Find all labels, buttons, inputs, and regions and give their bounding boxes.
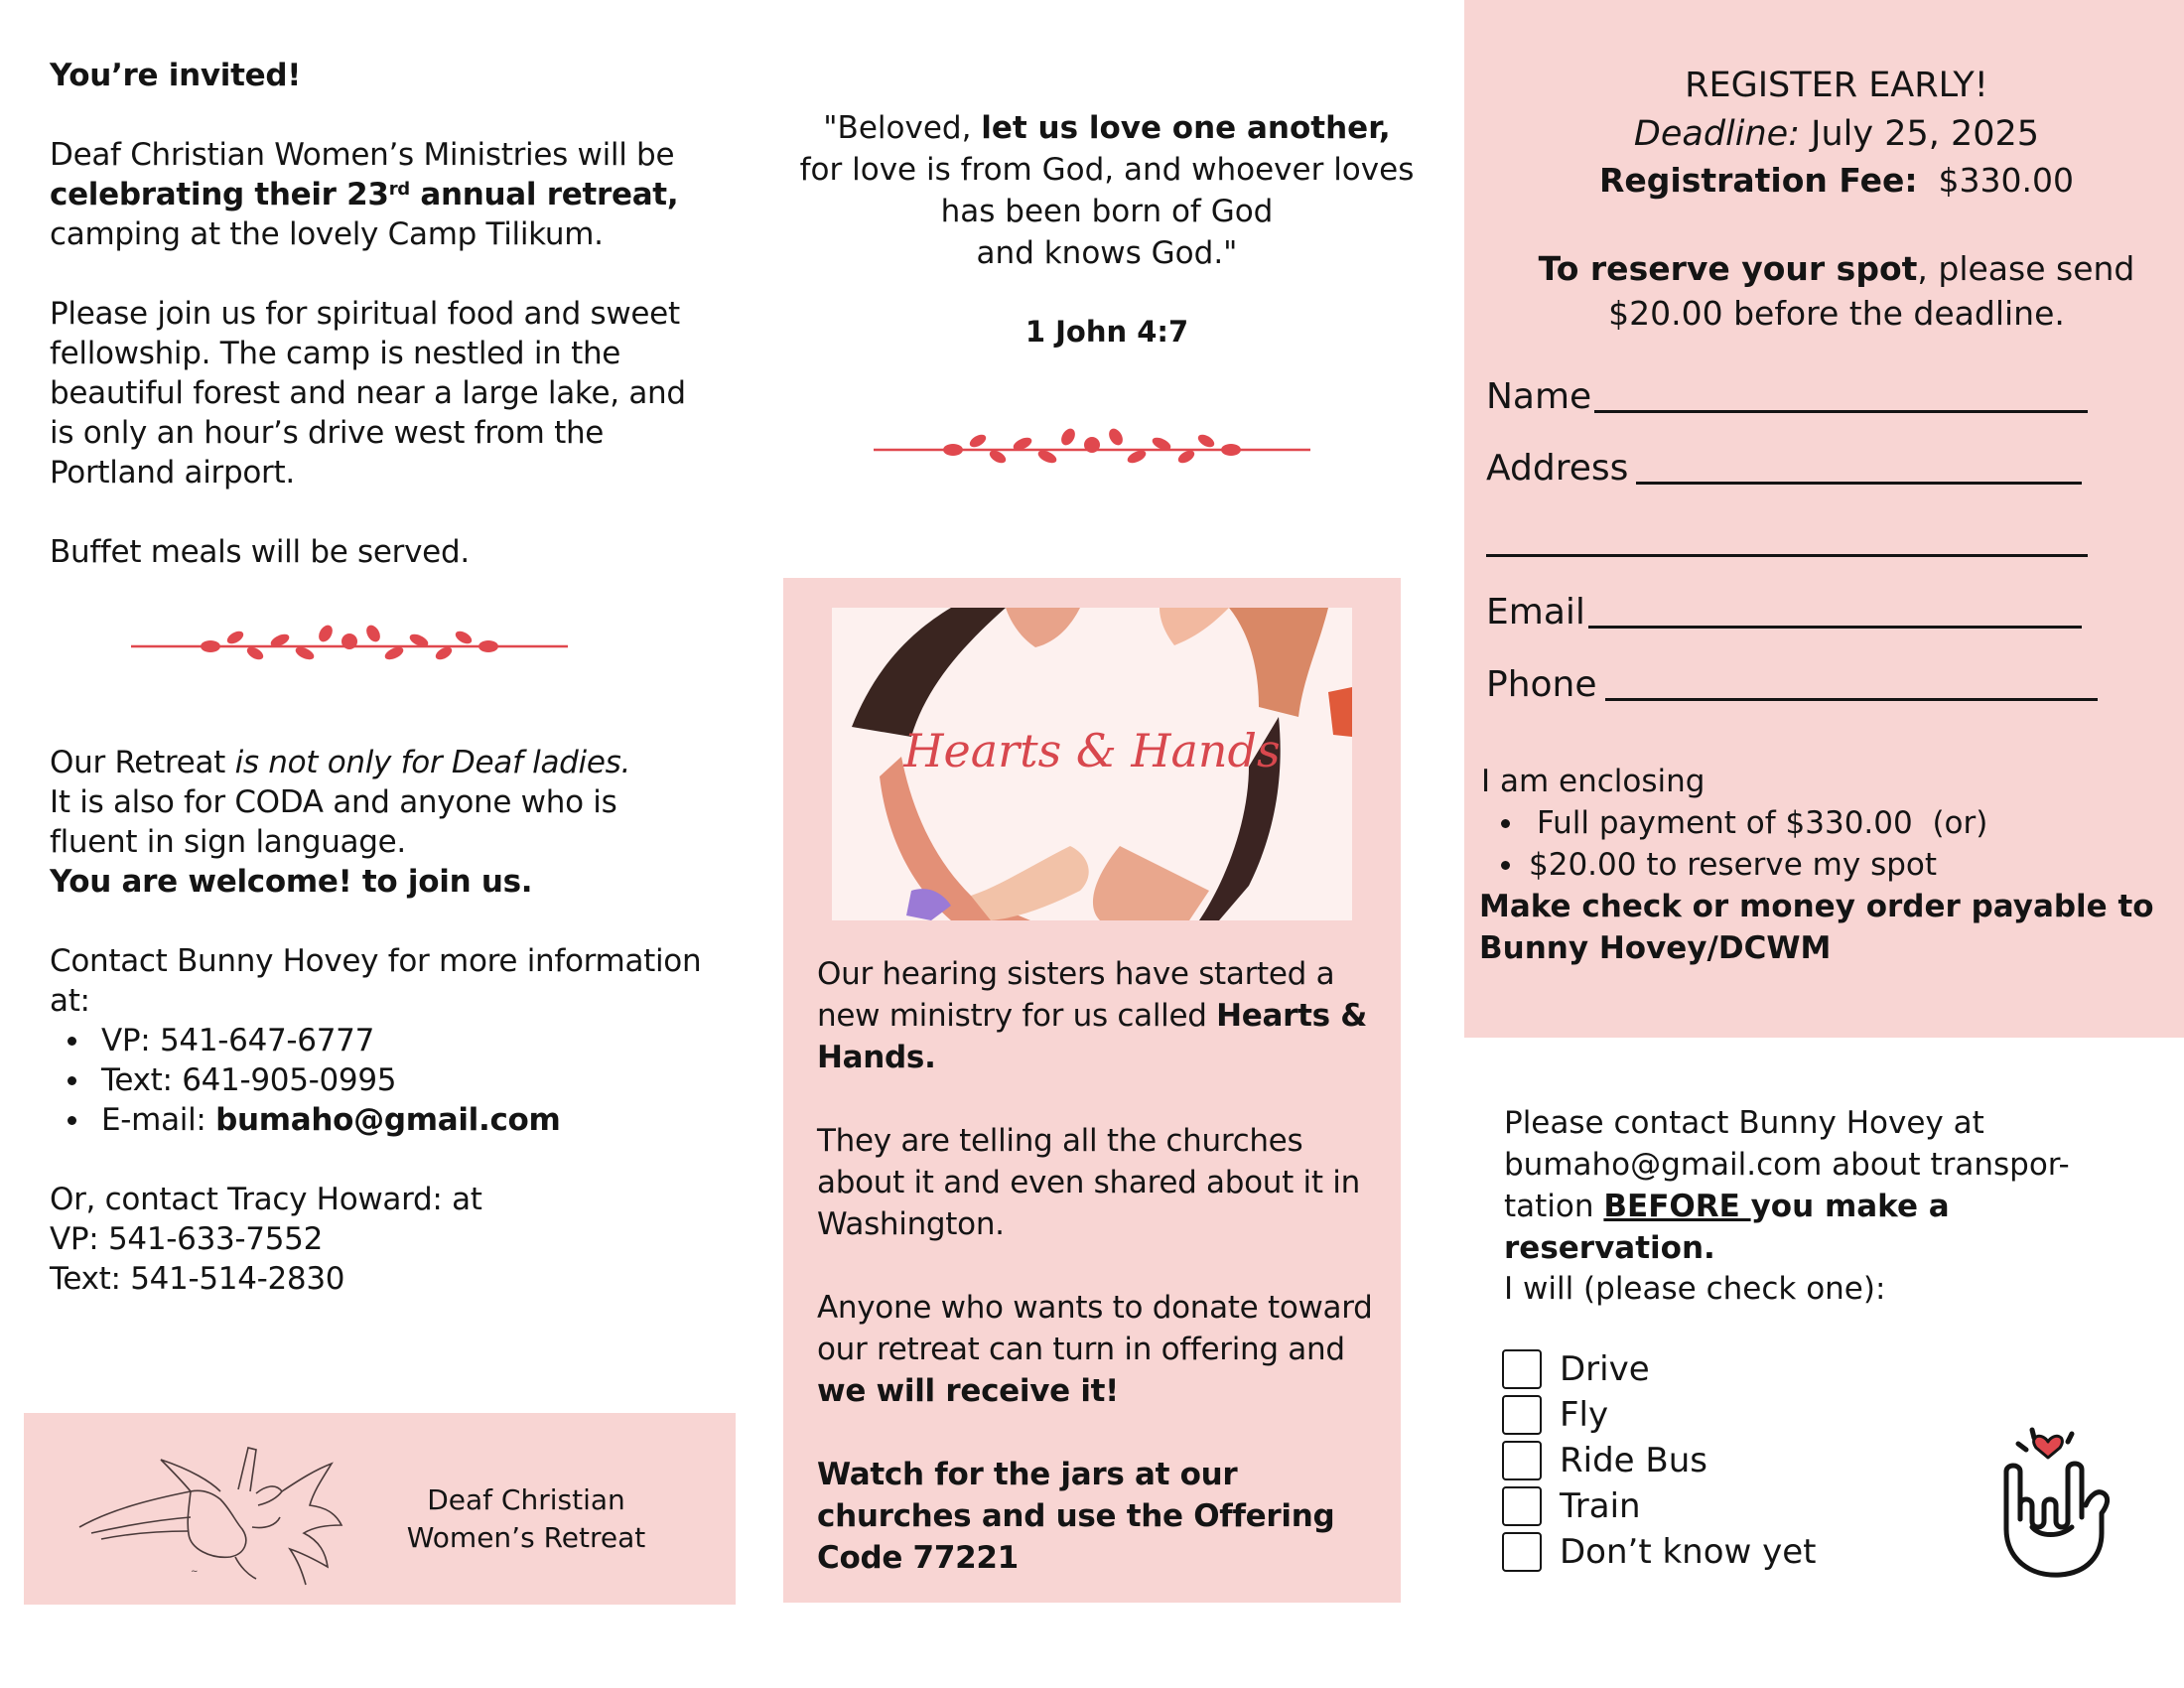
option-reserve	[1481, 844, 2176, 886]
verse-open: "Beloved,	[823, 110, 982, 146]
contact-email-label: E-mail:	[101, 1102, 216, 1138]
hh-para-3-pre: Anyone who wants to donate toward our retreat can turn in offering and	[817, 1290, 1373, 1367]
check-label-fly: Fly	[1560, 1395, 1609, 1435]
check-row-train[interactable]	[1502, 1483, 1817, 1529]
alt-contact-line-3: Text: 541-514-2830	[50, 1261, 345, 1297]
fee-value: $330.00	[1917, 161, 2075, 200]
payable-note: Make check or money order payable to Bunny Hovey/DCWM	[1479, 889, 2154, 966]
deadline-label: Deadline:	[1633, 114, 1801, 154]
footer-title-line-2: Women’s Retreat	[406, 1521, 646, 1554]
phone-field[interactable]	[1605, 698, 2098, 701]
check-row-bus[interactable]	[1502, 1438, 1817, 1483]
address-label: Address	[1486, 448, 1629, 489]
transport-checklist	[1502, 1346, 1817, 1575]
meals-note: Buffet meals will be served.	[50, 534, 470, 570]
dove-hand-drawing	[71, 1430, 359, 1594]
contact-list	[50, 1021, 705, 1140]
check-row-drive[interactable]	[1502, 1346, 1817, 1392]
reserve-rest: , please send	[1917, 249, 2135, 288]
reserve-note	[1464, 246, 2184, 336]
verse-line-2: for love is from God, and whoever loves	[799, 152, 1415, 188]
intro-bold-post: annual retreat,	[409, 177, 679, 212]
contact-vp-label: VP: 541-647-6777	[101, 1023, 375, 1058]
checkbox-bus[interactable]	[1502, 1441, 1542, 1480]
contact-vp	[50, 1021, 705, 1060]
camp-description: Please join us for spiritual food and sweet fellowship. The camp is nestled in the beautiful forest and near a large lake, and is only an hour’s drive west from the Portland airport.	[50, 296, 686, 491]
footer-title	[367, 1481, 685, 1557]
contact-email-value[interactable]: bumaho@gmail.com	[215, 1102, 561, 1138]
transport-bold: you make a reservation.	[1504, 1189, 1950, 1266]
hh-para-1-bold: Hearts & Hands.	[817, 998, 1368, 1075]
check-row-unknown[interactable]	[1502, 1529, 1817, 1575]
intro-line-2: camping at the lovely Camp Tilikum.	[50, 216, 604, 252]
check-label-train: Train	[1560, 1486, 1641, 1526]
divider-ornament	[50, 604, 705, 723]
footer-title-line-1: Deaf Christian	[427, 1483, 625, 1516]
enclosing-label: I am enclosing	[1481, 764, 1706, 799]
register-early: REGISTER EARLY!	[1685, 66, 1988, 105]
audience-welcome: You are welcome! to join us.	[50, 864, 533, 900]
audience-italic: is not only for Deaf ladies.	[234, 745, 631, 780]
intro-bold-pre: celebrating their 23	[50, 177, 389, 212]
email-field[interactable]	[1588, 626, 2082, 629]
check-label-drive: Drive	[1560, 1349, 1650, 1389]
divider-ornament-2	[874, 415, 1310, 485]
hh-para-2: They are telling all the churches about it and even shared about it in Washington.	[817, 1123, 1360, 1242]
verse-line-4: and knows God."	[976, 235, 1238, 271]
fee-label: Registration Fee:	[1598, 161, 1918, 200]
option-reserve-label: $20.00 to reserve my spot	[1529, 847, 1938, 883]
registration-headline	[1464, 62, 2184, 159]
contact-text-label: Text: 641-905-0995	[101, 1062, 397, 1098]
contact-text	[50, 1060, 705, 1100]
enclosing-section	[1481, 761, 2176, 969]
address-field-line-2[interactable]	[1486, 554, 2088, 557]
hh-para-3-bold: we will receive it!	[817, 1373, 1120, 1409]
transport-text: Please contact Bunny Hovey at bumaho@gmail.com about transpor-tation	[1504, 1105, 2070, 1224]
reserve-bold: To reserve your spot	[1538, 249, 1918, 288]
hh-para-4: Watch for the jars at our churches and use the Offering Code 77221	[817, 1457, 1335, 1576]
hearts-hands-image	[832, 608, 1352, 920]
checkbox-drive[interactable]	[1502, 1349, 1542, 1389]
contact-intro: Contact Bunny Hovey for more information at:	[50, 943, 702, 1019]
alt-contact-line-1: Or, contact Tracy Howard: at	[50, 1182, 482, 1217]
intro-sup: rd	[388, 179, 410, 200]
verse-line-3: has been born of God	[940, 194, 1274, 229]
audience-line-2: It is also for CODA and anyone who is fluent in sign language.	[50, 784, 617, 860]
enclosing-options	[1481, 802, 2176, 886]
invite-intro	[50, 135, 705, 254]
hh-para-1-pre: Our hearing sisters have started a new ministry for us called	[817, 956, 1335, 1034]
address-field[interactable]	[1636, 482, 2082, 485]
alt-contact-line-2: VP: 541-633-7552	[50, 1221, 324, 1257]
verse-reference: 1 John 4:7	[1024, 315, 1189, 349]
email-label: Email	[1486, 592, 1585, 633]
audience-pre: Our Retreat	[50, 745, 235, 780]
deadline-value: July 25, 2025	[1800, 114, 2040, 154]
hh-para-3	[817, 1287, 1383, 1412]
scripture-verse	[794, 107, 1420, 274]
svg-text:~: ~	[191, 1567, 199, 1577]
checkbox-fly[interactable]	[1502, 1395, 1542, 1435]
registration-fee	[1464, 159, 2184, 203]
reserve-line-2: $20.00 before the deadline.	[1608, 294, 2065, 333]
intro-line-1: Deaf Christian Women’s Ministries will be	[50, 137, 675, 173]
intro-bold	[50, 177, 678, 212]
alt-contact	[50, 1180, 705, 1299]
name-label: Name	[1486, 376, 1592, 417]
option-full-payment	[1481, 802, 2176, 844]
check-label-unknown: Don’t know yet	[1560, 1532, 1817, 1572]
check-label-bus: Ride Bus	[1560, 1441, 1707, 1480]
checkbox-train[interactable]	[1502, 1486, 1542, 1526]
option-full-payment-label: Full payment of $330.00 (or)	[1537, 805, 1988, 841]
hearts-hands-image-title: Hearts & Hands	[903, 724, 1281, 777]
verse-bold: let us love one another,	[981, 110, 1391, 146]
i-love-you-hand-icon	[1980, 1410, 2119, 1579]
check-row-fly[interactable]	[1502, 1392, 1817, 1438]
name-field[interactable]	[1594, 410, 2088, 413]
check-prompt: I will (please check one):	[1504, 1271, 1886, 1307]
audience-note	[50, 743, 705, 902]
invite-heading: You’re invited!	[50, 58, 302, 93]
checkbox-unknown[interactable]	[1502, 1532, 1542, 1572]
transport-note	[1504, 1102, 2139, 1269]
phone-label: Phone	[1486, 664, 1597, 705]
hearts-hands-text	[817, 953, 1383, 1620]
invitation-column	[50, 56, 705, 1338]
hh-para-1	[817, 953, 1383, 1078]
transport-before: BEFORE	[1603, 1189, 1751, 1224]
contact-email	[50, 1100, 705, 1140]
